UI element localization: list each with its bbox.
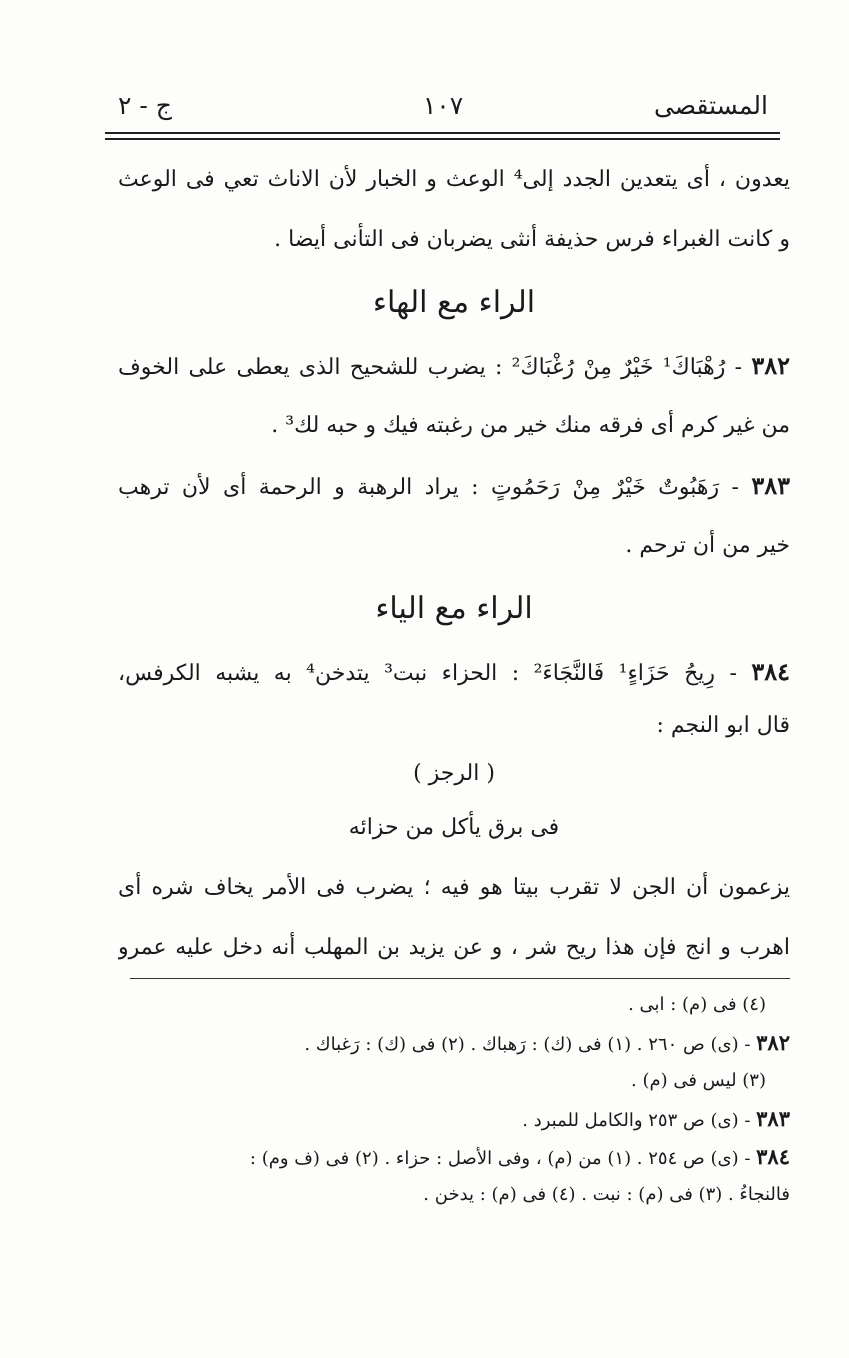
footnote-text: - (ى) ص ٢٦٠ . (١) فى (ك) : رَهباك . (٢) فى (ك) : رَغباك . bbox=[304, 1034, 751, 1055]
running-header bbox=[118, 82, 768, 128]
footnote-384-cont: فالنجاءُ . (٣) فى (م) : نبت . (٤) فى (م) : يدخن . bbox=[423, 1184, 790, 1205]
footnote-number: ٣٨٤ bbox=[756, 1144, 790, 1169]
footnotes bbox=[118, 986, 790, 1214]
entry-382-line-1 bbox=[118, 336, 790, 396]
section-title-ra-ha: الراء مع الهاء bbox=[372, 285, 536, 320]
poetry-meter: ( الرجز ) bbox=[413, 761, 495, 786]
entry-383-line-2: خير من أن ترحم . bbox=[625, 533, 790, 558]
entry-384-line-1 bbox=[118, 642, 790, 702]
entry-text: - رِيحُ حَزَاءٍ¹ فَالنَّجَاءَ² : الحزاء نبت³ يتدخن⁴ به يشبه الكرفس، bbox=[118, 661, 737, 686]
entry-384-line-3: يزعمون أن الجن لا تقرب بيتا هو فيه ؛ يضرب فى الأمر يخاف شره أى bbox=[118, 875, 790, 900]
header-rule-top bbox=[105, 132, 780, 134]
entry-384-line-2: قال ابو النجم : bbox=[656, 713, 790, 738]
continuation-line-2: و كانت الغبراء فرس حذيفة أنثى يضربان فى التأنى أيضا . bbox=[274, 227, 790, 252]
entry-383-line-1 bbox=[118, 456, 790, 516]
entry-number: ٣٨٤ bbox=[751, 657, 790, 686]
footnote-text: - (ى) ص ٢٥٤ . (١) من (م) ، وفى الأصل : حزاء . (٢) فى (ف وم) : bbox=[249, 1148, 751, 1169]
footnote-previous: (٤) فى (م) : ابى . bbox=[628, 994, 766, 1015]
entry-text: - رُهْبَاكَ¹ خَيْرٌ مِنْ رُغْبَاكَ² : يضرب للشحيح الذى يعطى على الخوف bbox=[118, 355, 743, 380]
footnote-382-cont: (٣) ليس فى (م) . bbox=[631, 1070, 766, 1091]
page-number: ١٠٧ bbox=[422, 90, 464, 120]
entry-text: - رَهَبُوتٌ خَيْرٌ مِنْ رَحَمُوتٍ : يراد الرهبة و الرحمة أى لأن ترهب bbox=[118, 475, 739, 500]
footnote-text: - (ى) ص ٢٥٣ والكامل للمبرد . bbox=[522, 1110, 751, 1131]
entry-382-line-2: من غير كرم أى فرقه منك خير من رغبته فيك و حبه لك³ . bbox=[271, 413, 790, 438]
poetry-verse: فى برق يأكل من حزائه bbox=[348, 815, 560, 840]
entry-number: ٣٨٣ bbox=[751, 471, 790, 500]
main-text bbox=[118, 150, 790, 978]
footnote-384 bbox=[118, 1138, 790, 1176]
header-rule-bottom bbox=[105, 138, 780, 140]
continuation-line-1: يعدون ، أى يتعدين الجدد إلى⁴ الوعث و الخبار لأن الاناث تعي فى الوعث bbox=[118, 167, 790, 192]
footnote-number: ٣٨٢ bbox=[756, 1030, 790, 1055]
footnote-divider bbox=[130, 978, 790, 979]
volume-label: ج - ٢ bbox=[118, 90, 172, 120]
footnote-number: ٣٨٣ bbox=[756, 1106, 790, 1131]
entry-number: ٣٨٢ bbox=[751, 351, 790, 380]
footnote-383 bbox=[118, 1100, 790, 1138]
footnote-382 bbox=[118, 1024, 790, 1062]
book-title: المستقصى bbox=[653, 90, 768, 120]
entry-384-line-4: اهرب و انج فإن هذا ريح شر ، و عن يزيد بن المهلب أنه دخل عليه عمرو bbox=[118, 935, 790, 960]
section-title-ra-ya: الراء مع الياء bbox=[375, 591, 533, 626]
